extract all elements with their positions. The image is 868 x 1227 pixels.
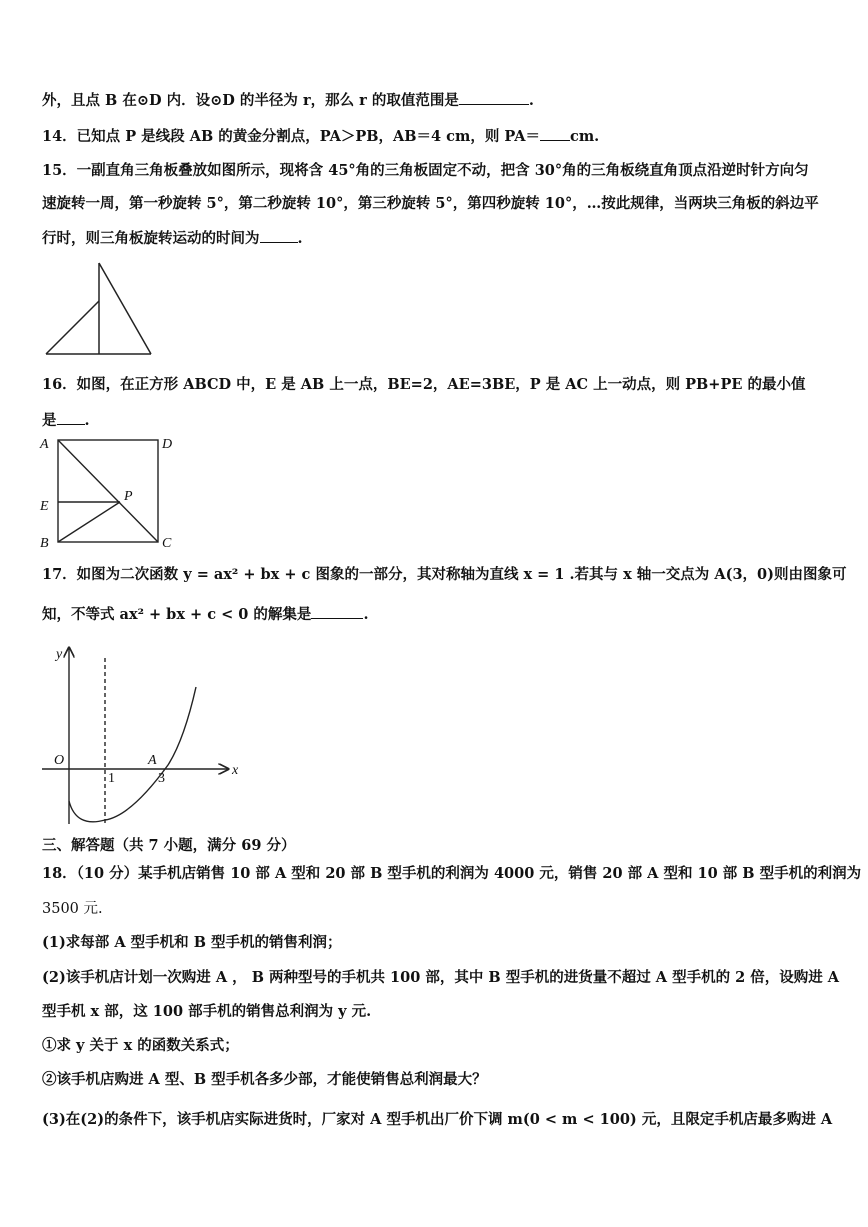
answer-blank[interactable] <box>459 90 529 105</box>
parabola-figure <box>36 640 256 832</box>
q14-text: 14．已知点 P 是线段 AB 的黄金分割点，PA＞PB，AB＝4 cm，则 PA＝ <box>42 128 540 145</box>
section-3-heading: 三、解答题（共 7 小题，满分 69 分） <box>42 837 296 854</box>
q13-tail <box>42 90 828 111</box>
label-three: 3 <box>158 771 165 786</box>
q18-part2-line2: 型手机 x 部，这 100 部手机的销售总利润为 y 元. <box>42 1003 372 1020</box>
label-a: A <box>148 753 157 768</box>
q18-part3: (3)在(2)的条件下，该手机店实际进货时，厂家对 A 型手机出厂价下调 m(0 < m < 100) 元，且限定手机店最多购进 A <box>42 1111 833 1128</box>
q17-text: 知，不等式 ax² + bx + c < 0 的解集是 <box>42 606 312 623</box>
label-p: P <box>124 489 133 504</box>
label-e: E <box>40 499 49 514</box>
q18-part2-i: ①求 y 关于 x 的函数关系式； <box>42 1037 239 1054</box>
label-one: 1 <box>108 771 115 786</box>
q15-end: . <box>297 230 303 247</box>
label-a: A <box>40 437 49 452</box>
label-b: B <box>40 536 49 551</box>
triangle-figure <box>40 258 160 360</box>
segment-bp <box>58 502 120 542</box>
answer-blank[interactable] <box>57 410 85 425</box>
label-y: y <box>56 647 63 662</box>
q15-line1: 15．一副直角三角板叠放如图所示，现将含 45°角的三角板固定不动，把含 30°角的三角板绕直角顶点沿逆时针方向匀 <box>42 162 809 179</box>
q17-end: . <box>363 606 369 623</box>
hypotenuse-30 <box>99 263 151 354</box>
q18-part2-ii: ②该手机店购进 A 型、B 型手机各多少部，才能使销售总利润最大？ <box>42 1071 487 1088</box>
q17-line1: 17．如图为二次函数 y = ax² + bx + c 图象的一部分，其对称轴为直线 x = 1 .若其与 x 轴一交点为 A(3，0)则由图象可 <box>42 566 847 583</box>
q18-line1: 18．（10 分）某手机店销售 10 部 A 型和 20 部 B 型手机的利润为 4000 元，销售 20 部 A 型和 10 部 B 型手机的利润为 <box>42 865 862 882</box>
q16-line2 <box>42 410 828 431</box>
q15-line2: 速旋转一周，第一秒旋转 5°，第二秒旋转 10°，第三秒旋转 5°，第四秒旋转 10°，…按此规律，当两块三角板的斜边平 <box>42 195 819 212</box>
q15-text: 行时，则三角板旋转运动的时间为 <box>42 230 260 247</box>
q13-end: . <box>528 92 534 109</box>
hypotenuse-45 <box>46 301 99 354</box>
q16-text: 是 <box>42 412 57 429</box>
q15-line3 <box>42 228 828 249</box>
q18-part1: (1)求每部 A 型手机和 B 型手机的销售利润； <box>42 934 342 951</box>
answer-blank[interactable] <box>540 126 570 141</box>
label-d: D <box>162 437 173 452</box>
label-x: x <box>232 763 239 778</box>
q17-line2 <box>42 604 828 625</box>
q16-line1: 16．如图，在正方形 ABCD 中，E 是 AB 上一点，BE=2，AE=3BE，P 是 AC 上一动点，则 PB+PE 的最小值 <box>42 376 806 393</box>
parabola-curve <box>69 687 196 822</box>
diagonal-ac <box>58 440 158 542</box>
q13-text: 外，且点 B 在⊙D 内．设⊙D 的半径为 r，那么 r 的取值范围是 <box>42 92 459 109</box>
q18-part2-line1: (2)该手机店计划一次购进 A ， B 两种型号的手机共 100 部，其中 B 型手机的进货量不超过 A 型手机的 2 倍，设购进 A <box>42 969 840 986</box>
q16-end: . <box>84 412 90 429</box>
answer-blank[interactable] <box>260 228 298 243</box>
label-c: C <box>162 536 172 551</box>
q14-end: cm. <box>570 128 600 145</box>
answer-blank[interactable] <box>311 604 363 619</box>
label-origin: O <box>54 753 65 768</box>
square-figure <box>36 430 186 552</box>
q18-line2: 3500 元. <box>42 901 103 917</box>
q14 <box>42 126 828 147</box>
